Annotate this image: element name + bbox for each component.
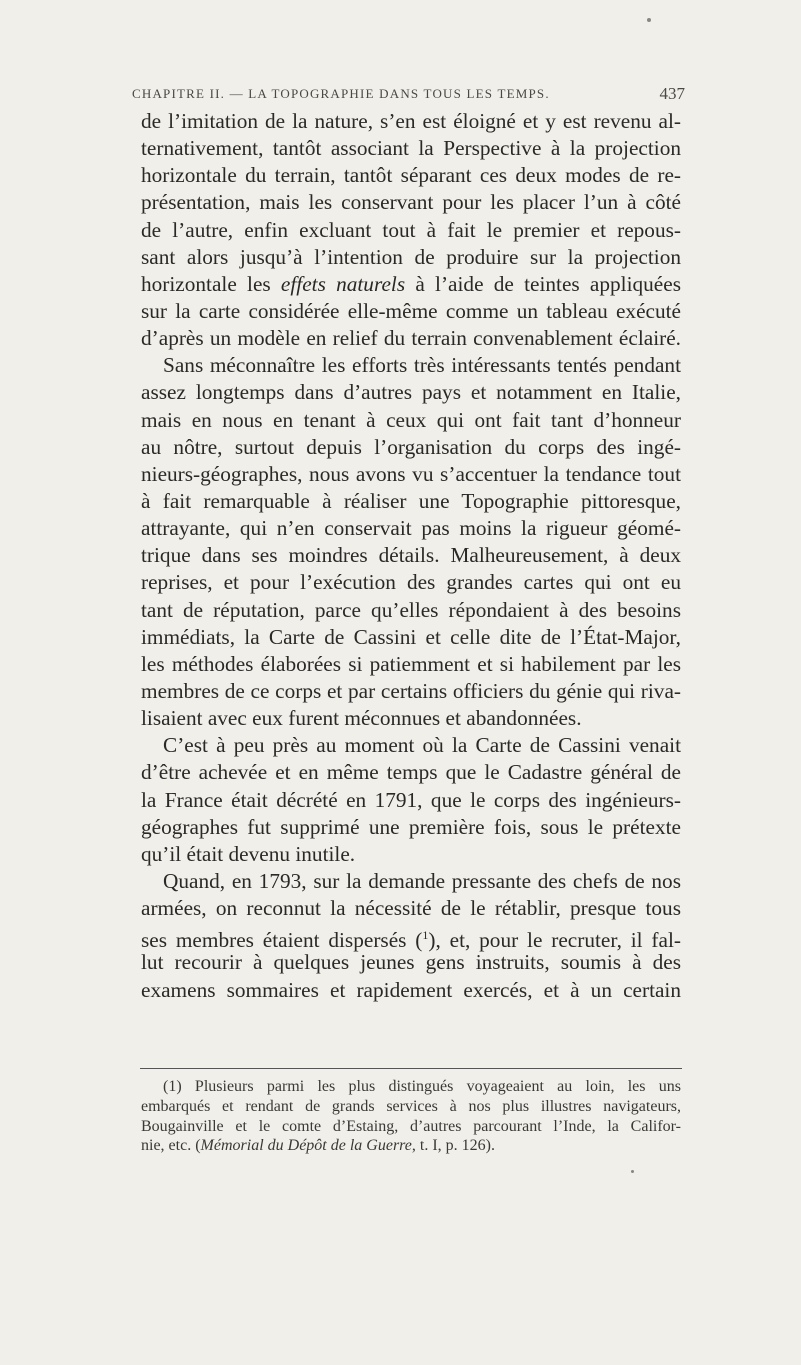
text-line: qu’il était devenu inutile.: [141, 841, 356, 866]
text-line: horizontale du terrain, tantôt séparant ces deux modes de re-: [141, 163, 681, 188]
text-line: ternativement, tantôt associant la Perspective à la projection: [141, 136, 681, 161]
text-line: de l’autre, enfin excluant tout à fait le premier et repous-: [141, 217, 681, 242]
text-line: membres de ce corps et par certains officiers du génie qui riva-: [141, 678, 681, 703]
text-line: immédiats, la Carte de Cassini et celle dite de l’État-Major,: [141, 624, 681, 649]
footnote-ref: 1: [422, 928, 429, 943]
italic-phrase: effets naturels: [280, 271, 406, 296]
text-span: à l’aide de teintes appliquées: [405, 271, 681, 296]
text-line: trique dans ses moindres détails. Malheureusement, à deux: [141, 543, 681, 568]
text-line: armées, on reconnut la nécessité de le rétablir, presque tous: [141, 896, 681, 921]
text-span: nie, etc. (: [141, 1137, 201, 1155]
footnote: [141, 1077, 681, 1156]
text-line: d’être achevée et en même temps que le Cadastre général de: [141, 760, 681, 785]
text-line: au nôtre, surtout depuis l’organisation du corps des ingé-: [141, 434, 681, 459]
text-span: , t. I, p. 126).: [411, 1137, 496, 1155]
text-line: présentation, mais les conservant pour les placer l’un à côté: [141, 190, 681, 215]
text-line: les méthodes élaborées si patiemment et si habilement par les: [141, 651, 681, 676]
text-span: ses membres étaient dispersés (: [141, 928, 423, 953]
text-line: sant alors jusqu’à l’intention de produire sur la projection: [141, 244, 681, 269]
footnote-line: Bougainville et le comte d’Estaing, d’autres parcourant l’Inde, la Califor-: [141, 1117, 681, 1135]
text-line: la France était décrété en 1791, que le corps des ingénieurs-: [141, 787, 681, 812]
paper-speck: [631, 1170, 634, 1173]
text-line: [141, 922, 681, 953]
footnote-line: embarqués et rendant de grands services à nos plus illustres navigateurs,: [141, 1097, 681, 1115]
italic-citation: Mémorial du Dépôt de la Guerre: [200, 1137, 412, 1155]
footnote-marker: (1): [163, 1078, 182, 1095]
text-line: lisaient avec eux furent méconnues et abandonnées.: [141, 706, 582, 731]
text-line: géographes fut supprimé une première fois, sous le prétexte: [141, 814, 681, 839]
text-line: mais en nous en tenant à ceux qui ont fait tant d’honneur: [141, 407, 681, 432]
paper-speck: [647, 18, 651, 22]
text-line: sur la carte considérée elle-même comme un tableau exécuté: [141, 298, 681, 323]
text-line: Sans méconnaître les efforts très intéressants tentés pendant: [163, 353, 681, 378]
footnote-line: [141, 1136, 681, 1156]
footnote-line: [141, 1077, 681, 1097]
text-line: [141, 271, 681, 298]
text-line: C’est à peu près au moment où la Carte de Cassini venait: [163, 733, 681, 758]
text-line: examens sommaires et rapidement exercés, et à un certain: [141, 977, 681, 1002]
text-span: horizontale les: [141, 271, 281, 296]
text-line: reprises, et pour l’exécution des grandes cartes qui ont eu: [141, 570, 681, 595]
running-header: [132, 86, 685, 102]
running-title: CHAPITRE II. — LA TOPOGRAPHIE DANS TOUS LES TEMPS.: [132, 86, 550, 101]
text-line: lut recourir à quelques jeunes gens instruits, soumis à des: [141, 950, 681, 975]
text-line: tant de réputation, parce qu’elles répondaient à des besoins: [141, 597, 681, 622]
text-line: de l’imitation de la nature, s’en est éloigné et y est revenu al-: [141, 109, 681, 133]
text-line: d’après un modèle en relief du terrain convenablement éclairé.: [141, 326, 681, 351]
text-line: Quand, en 1793, sur la demande pressante des chefs de nos: [163, 868, 681, 893]
text-line: à fait remarquable à réaliser une Topographie pittoresque,: [141, 488, 681, 513]
page-number: 437: [659, 84, 685, 103]
text-line: assez longtemps dans d’autres pays et notamment en Italie,: [141, 380, 681, 405]
text-line: attrayante, qui n’en conservait pas moins la rigueur géomé-: [141, 516, 681, 541]
text-span: Plusieurs parmi les plus distingués voyageaient au loin, les uns: [181, 1078, 681, 1095]
body-text: [141, 108, 681, 1004]
text-span: ), et, pour le recruter, il fal-: [428, 928, 681, 953]
text-line: nieurs-géographes, nous avons vu s’accentuer la tendance tout: [141, 461, 681, 486]
footnote-divider: [140, 1068, 682, 1069]
